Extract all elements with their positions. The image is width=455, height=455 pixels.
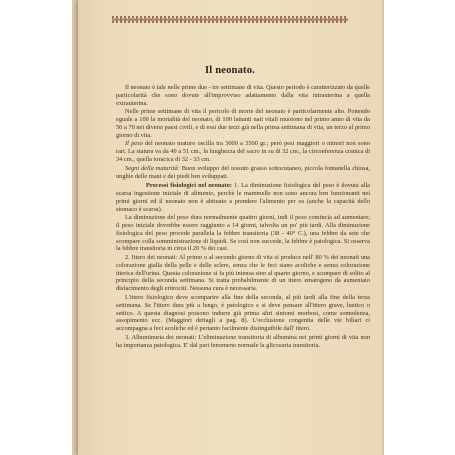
paragraph-text: del neonato maturo oscilla tra 3000 a 3500 gr.; però pesi maggiori o minori non sono rari. La statura va da 49 a 51 cm., la lunghezza del sacro in su di 32 cm., la circonferenza cranica di 34 cm., quella toracica di 32 - 33 cm.: [116, 140, 370, 163]
paragraph-text: La diminuzione del peso dura normalmente quattro giorni, indi il peso comincia ad aumentare; il peso iniziale dovrebbe essere raggiunto a 14 giorni, talvolta un po' più tardi. Alla diminuzione fisiologica del peso procede parallela la febbre transitoria (38 - 40° C.), una febbre da sete che scompare colla somministrazione di liquidi. Se così non succede, la febbre è patologica. Si osserva la febbre transitoria in circa il 20 % dei casi.: [116, 214, 370, 253]
paragraph: [116, 182, 370, 213]
paragraph-text: 3. Albuminuria dei neonati: L'eliminazione transitoria di albumina nei primi giorni di vita non ha importanza patologica. E' dal pari fenomeno normale la glicosuria transitoria.: [116, 333, 370, 349]
book-page: [78, 0, 382, 455]
paragraph: [116, 140, 370, 163]
paragraph: [116, 84, 370, 107]
page-title: Il neonato.: [204, 65, 256, 76]
paragraph-text: 1. La diminuzione fisiologica del peso è dovuta alla scarsa ingestione iniziale di alimento, perchè le mammelle non sono ancora ben funzionanti nei primi giorni ed il neonato non è abituato a prendere l'alimento per os (anche la capacità dello stomaco è scarsa).: [116, 182, 370, 213]
body-text: [116, 84, 370, 351]
paragraph: [116, 334, 370, 350]
paragraph-text: Buon sviluppo del tessuto grasso sottocutaneo, piccola fontanella chiusa, unghie delle mani e dei piedi ben sviluppati.: [116, 164, 370, 180]
section-heading: Processi fisiologici nel neonato:: [146, 182, 232, 190]
paragraph: [116, 165, 370, 181]
paragraph: [116, 214, 370, 253]
paragraph-text: 2. Ittero dei neonati: Al primo o al secondo giorno di vita si produce nell' 80 % dei neonati una colorazione gialla della pelle e delle sclere, senza che le feci siano acoliche e senza colorazione itterica dell'urina. Questa colorazione si fa più intensa sino al quarto giorno, e scompare di solito al principio della seconda settimana. Si tratta probabilmente di un ittero ematogeno da aumentato disfacimento degli eritrociti. Nessuna cura è necessaria.: [116, 254, 370, 293]
paragraph: [116, 108, 370, 139]
italic-term: Segni della maturità:: [125, 164, 180, 172]
italic-term: Il peso: [125, 140, 143, 148]
paragraph-text: Nelle prime settimane di vita il pericolo di morte del neonato è particolarmente alto. Ponendo eguale a 100 la mortalità del neonato, di 100 lattanti nati vitali muoiono nel primo anno di vita da 50 a 70 nei diversi paesi civili, e di essi due terzi già nella prima settimana di vita, un terzo al primo giorno di vita.: [116, 108, 370, 139]
paragraph: [116, 254, 370, 293]
decorative-header-border: [112, 16, 348, 23]
paragraph-text: L'ittero fisiologico deve scomparire alla fine della seconda, al più tardi alla fine della terza settimana. Se l'ittero dura più a lungo, è patologico e si deve pensare all'ittero grave, luetico o settico. A questa diagnosi possono indurre già prima altri sintomi morbosi, come sonnolenza, assopimento ecc. (Maggiori dettagli a pag. 8). L'occlusione congenita delle vie biliari ci accompagna a feci acoliche ed è pertanto facilmente distinguibile dall' ittero.: [116, 294, 370, 333]
paragraph-text: Il neonato è tale nelle prime due - tre settimane di vita. Questo periodo è caratterizzato da quelle particolarità che sono dovute all'improvviso adattamento dalla vita intrauterina a quella extrauterina.: [116, 84, 370, 107]
paragraph: [116, 294, 370, 333]
